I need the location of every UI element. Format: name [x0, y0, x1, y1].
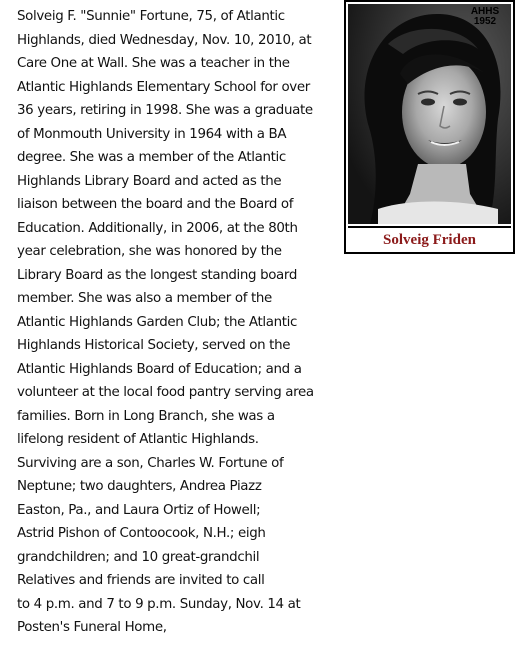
obituary-line: Highlands Historical Society, served on the [17, 338, 291, 353]
obituary-line: Astrid Pishon of Contoocook, N.H.; eigh [17, 526, 266, 541]
obituary-line: Highlands, died Wednesday, Nov. 10, 2010, at [17, 32, 312, 48]
obituary-line: Posten's Funeral Home, [17, 620, 167, 635]
portrait-photo [348, 4, 511, 224]
clipped-edge [274, 566, 342, 586]
clipped-edge [276, 543, 342, 563]
school-name-label: AHHS [470, 6, 500, 17]
obituary-line: Neptune; two daughters, Andrea Piazz [17, 479, 262, 494]
obituary-line: year celebration, she was honored by the [17, 244, 282, 259]
obituary-line: to 4 p.m. and 7 to 9 p.m. Sunday, Nov. 14 at [17, 596, 301, 612]
clipped-edge [282, 496, 342, 516]
obituary-line: Solveig F. "Sunnie" Fortune, 75, of Atlantic [17, 9, 285, 24]
obituary-line: Easton, Pa., and Laura Ortiz of Howell; [17, 502, 261, 518]
obituary-line: degree. She was a member of the Atlantic [17, 150, 286, 165]
obituary-line: member. She was also a member of the [17, 291, 272, 306]
clipped-edge [272, 473, 342, 495]
obituary-line: Surviving are a son, Charles W. Fortune of [17, 455, 284, 471]
obituary-line: lifelong resident of Atlantic Highlands. [17, 432, 259, 447]
school-year-tag [465, 7, 505, 27]
yearbook-photo-card [344, 0, 515, 254]
class-year-label: 1952 [473, 16, 497, 27]
obituary-line: volunteer at the local food pantry serving area [17, 385, 314, 400]
obituary-line: 36 years, retiring in 1998. She was a graduate [17, 103, 313, 118]
obituary-line: Atlantic Highlands Elementary School for over [17, 79, 310, 95]
obituary-line: Care One at Wall. She was a teacher in the [17, 56, 290, 71]
obituary-line: Atlantic Highlands Board of Education; and a [17, 361, 302, 377]
obituary-line: Library Board as the longest standing board [17, 267, 297, 283]
photo-caption: Solveig Friden [348, 226, 511, 252]
obituary-line: families. Born in Long Branch, she was a [17, 408, 275, 424]
clipped-edge [278, 520, 342, 540]
obituary-line: Relatives and friends are invited to call [17, 573, 265, 588]
obituary-line: grandchildren; and 10 great-grandchil [17, 549, 260, 565]
obituary-line: liaison between the board and the Board of [17, 197, 294, 212]
portrait-image [348, 4, 511, 224]
obituary-line: Highlands Library Board and acted as the [17, 173, 282, 189]
obituary-line: Atlantic Highlands Garden Club; the Atlantic [17, 314, 298, 330]
obituary-line: of Monmouth University in 1964 with a BA [17, 126, 287, 142]
obituary-line: Education. Additionally, in 2006, at the 80th [17, 220, 298, 236]
